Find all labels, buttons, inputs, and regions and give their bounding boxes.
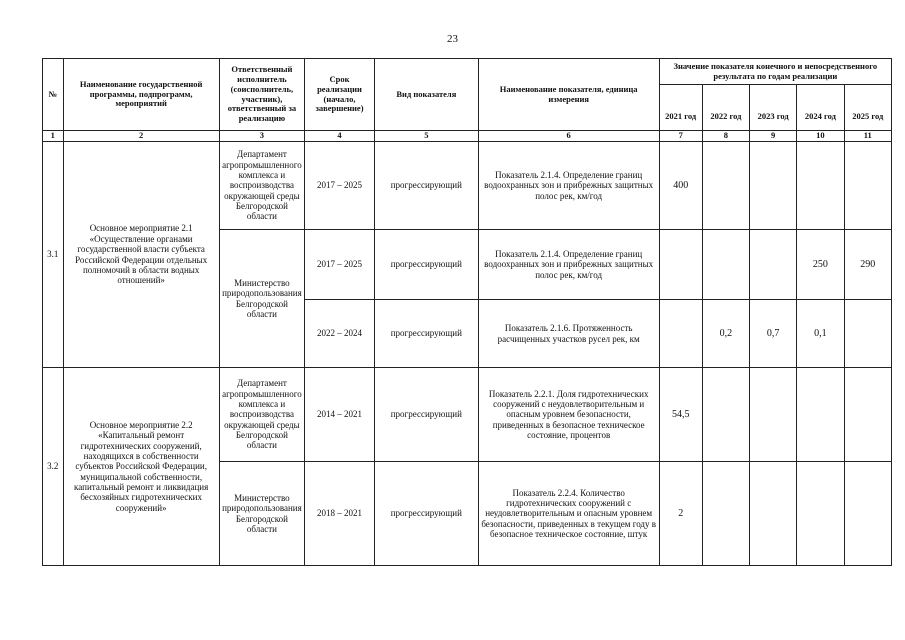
header-year-2021: 2021 год xyxy=(659,85,702,131)
value-2025 xyxy=(844,300,891,368)
indicator-type-cell: прогрессирующий xyxy=(374,142,478,230)
header-name: Наименование государственной программы, подпрограмм, мероприятий xyxy=(63,59,219,131)
value-2021: 54,5 xyxy=(659,368,702,462)
indicator-type-cell: прогрессирующий xyxy=(374,462,478,566)
header-no: № xyxy=(43,59,64,131)
value-2023 xyxy=(750,230,797,300)
value-2024 xyxy=(797,462,844,566)
indicator-type-cell: прогрессирующий xyxy=(374,368,478,462)
value-2024 xyxy=(797,368,844,462)
indicator-name-cell: Показатель 2.2.1. Доля гидротехнических сооружений с неудовлетворительным и опасным уровнем безопасности, приведенных в безопасное техническое состояние, процентов xyxy=(478,368,659,462)
value-2022 xyxy=(702,230,749,300)
term-cell: 2018 – 2021 xyxy=(305,462,375,566)
value-2025 xyxy=(844,368,891,462)
indicators-table xyxy=(42,58,892,566)
value-2025 xyxy=(844,142,891,230)
column-number: 1 xyxy=(43,131,64,142)
value-2024: 250 xyxy=(797,230,844,300)
table-row xyxy=(43,368,892,462)
header-year-2025: 2025 год xyxy=(844,85,891,131)
indicator-name-cell: Показатель 2.1.6. Протяженность расчищенных участков русел рек, км xyxy=(478,300,659,368)
section-number: 3.1 xyxy=(43,142,64,368)
value-2023 xyxy=(750,462,797,566)
section-number: 3.2 xyxy=(43,368,64,566)
value-2021 xyxy=(659,300,702,368)
responsible-cell: Департамент агропромышленного комплекса и воспроизводства окружающей среды Белгородской области xyxy=(219,142,304,230)
column-number: 8 xyxy=(702,131,749,142)
indicator-type-cell: прогрессирующий xyxy=(374,230,478,300)
header-responsible: Ответственный исполнитель (соисполнитель, участник), ответственный за реализацию xyxy=(219,59,304,131)
value-2023 xyxy=(750,368,797,462)
indicator-type-cell: прогрессирующий xyxy=(374,300,478,368)
column-number: 9 xyxy=(750,131,797,142)
column-number: 4 xyxy=(305,131,375,142)
header-year-2022: 2022 год xyxy=(702,85,749,131)
column-number: 7 xyxy=(659,131,702,142)
value-2024: 0,1 xyxy=(797,300,844,368)
value-2022 xyxy=(702,368,749,462)
term-cell: 2017 – 2025 xyxy=(305,142,375,230)
page-number: 23 xyxy=(447,33,458,45)
responsible-cell: Департамент агропромышленного комплекса и воспроизводства окружающей среды Белгородской области xyxy=(219,368,304,462)
value-2021: 400 xyxy=(659,142,702,230)
value-2022: 0,2 xyxy=(702,300,749,368)
value-2023: 0,7 xyxy=(750,300,797,368)
responsible-cell: Министерство природопользования Белгородской области xyxy=(219,230,304,368)
value-2022 xyxy=(702,142,749,230)
value-2025: 290 xyxy=(844,230,891,300)
section-name: Основное мероприятие 2.1 «Осуществление органами государственной власти субъекта Российской Федерации отдельных полномочий в области водных отношений» xyxy=(63,142,219,368)
value-2023 xyxy=(750,142,797,230)
column-number: 10 xyxy=(797,131,844,142)
term-cell: 2014 – 2021 xyxy=(305,368,375,462)
table-row xyxy=(43,142,892,230)
header-indicator-name: Наименование показателя, единица измерения xyxy=(478,59,659,131)
indicator-name-cell: Показатель 2.2.4. Количество гидротехнических сооружений с неудовлетворительным и опасным уровнем безопасности, приведенных в текущем году в безопасное техническое состояние, штук xyxy=(478,462,659,566)
value-2024 xyxy=(797,142,844,230)
responsible-cell: Министерство природопользования Белгородской области xyxy=(219,462,304,566)
value-2021 xyxy=(659,230,702,300)
section-name: Основное мероприятие 2.2 «Капитальный ремонт гидротехнических сооружений, находящихся в собственности субъектов Российской Федерации, муниципальной собственности, капитальный ремонт и ликвидация бесхозяйных гидротехнических сооружений» xyxy=(63,368,219,566)
term-cell: 2022 – 2024 xyxy=(305,300,375,368)
column-number: 11 xyxy=(844,131,891,142)
value-2021: 2 xyxy=(659,462,702,566)
term-cell: 2017 – 2025 xyxy=(305,230,375,300)
header-values-group: Значение показателя конечного и непосредственного результата по годам реализации xyxy=(659,59,891,85)
column-number: 6 xyxy=(478,131,659,142)
indicator-name-cell: Показатель 2.1.4. Определение границ водоохранных зон и прибрежных защитных полос рек, км/год xyxy=(478,230,659,300)
value-2025 xyxy=(844,462,891,566)
column-number: 3 xyxy=(219,131,304,142)
header-year-2023: 2023 год xyxy=(750,85,797,131)
column-number: 5 xyxy=(374,131,478,142)
value-2022 xyxy=(702,462,749,566)
header-indicator-type: Вид показателя xyxy=(374,59,478,131)
column-number: 2 xyxy=(63,131,219,142)
header-year-2024: 2024 год xyxy=(797,85,844,131)
indicator-name-cell: Показатель 2.1.4. Определение границ водоохранных зон и прибрежных защитных полос рек, км/год xyxy=(478,142,659,230)
header-term: Срок реализации (начало, завершение) xyxy=(305,59,375,131)
